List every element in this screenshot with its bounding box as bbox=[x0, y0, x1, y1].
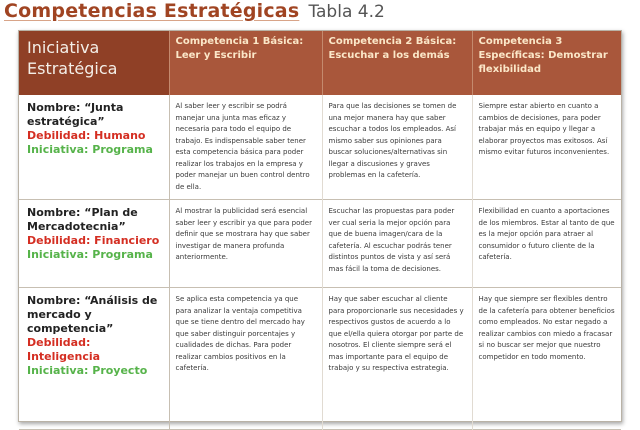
iniciativa-debilidad: Debilidad: Financiero bbox=[27, 234, 160, 247]
header-competencia-3: Competencia 3 Específicas: Demostrar flexibilidad bbox=[472, 31, 621, 95]
competencias-table bbox=[18, 30, 622, 422]
iniciativa-cell bbox=[19, 288, 169, 430]
table-cell: Al saber leer y escribir se podrá manejar una junta mas eficaz y necesaria para todo el equipo de trabajo. Es indispensable saber tener esta competencia básica para poder realizar los trabajos en la empresa y poder manejar un buen control dentro de ella. bbox=[175, 102, 310, 191]
iniciativa-cell bbox=[19, 200, 169, 288]
iniciativa-tipo: Iniciativa: Proyecto bbox=[27, 364, 148, 377]
table-cell: Escuchar las propuestas para poder ver cual seria la mejor opción para que de buena imagen/cara de la cafetería. Al escuchar podrás tener distintos puntos de vista y así será mas fácil la toma de decisiones. bbox=[322, 200, 472, 288]
iniciativa-nombre: Nombre: “Junta estratégica” bbox=[27, 101, 124, 128]
iniciativa-debilidad: Debilidad: Inteligencia bbox=[27, 336, 101, 363]
table-row bbox=[19, 200, 621, 288]
table-cell: Hay que siempre ser flexibles dentro de la cafetería para obtener beneficios como empleados. No estar negado a realizar cambios con miedo a fracasar si no buscar ser mejor que nuestro competidor en todo momento. bbox=[472, 288, 621, 430]
table-header-row bbox=[19, 31, 621, 95]
table-cell: Siempre estar abierto en cuanto a cambios de decisiones, para poder trabajar más en equipo y llegar a elaborar proyectos mas exitosos. Así mismo evitar futuros inconvenientes. bbox=[472, 95, 621, 200]
title-main: Competencias Estratégicas bbox=[4, 0, 300, 22]
iniciativa-debilidad: Debilidad: Humano bbox=[27, 129, 146, 142]
page-title bbox=[4, 0, 640, 26]
iniciativa-nombre: Nombre: “Análisis de mercado y competencia” bbox=[27, 294, 158, 335]
title-table-number: Tabla 4.2 bbox=[308, 2, 385, 22]
iniciativa-nombre: Nombre: “Plan de Mercadotecnia” bbox=[27, 206, 138, 233]
header-competencia-2: Competencia 2 Básica: Escuchar a los demás bbox=[322, 31, 472, 95]
header-iniciativa: Iniciativa Estratégica bbox=[19, 31, 169, 95]
table-cell: Para que las decisiones se tomen de una mejor manera hay que saber escuchar a todos los empleados. Así mismo saber sus opiniones para buscar soluciones/alternativas sin llegar a discusiones y graves problemas en la cafetería. bbox=[322, 95, 472, 200]
table-cell: Hay que saber escuchar al cliente para proporcionarle sus necesidades y respectivos gustos de acuerdo a lo que el/ella quiera otorgar por parte de nosotros. El cliente siempre será el mas importante para el equipo de trabajo y su respectiva estrategia. bbox=[322, 288, 472, 430]
iniciativa-tipo: Iniciativa: Programa bbox=[27, 143, 153, 156]
iniciativa-tipo: Iniciativa: Programa bbox=[27, 248, 153, 261]
header-competencia-1: Competencia 1 Básica: Leer y Escribir bbox=[169, 31, 322, 95]
table-row bbox=[19, 95, 621, 200]
table-cell: Flexibilidad en cuanto a aportaciones de los miembros. Estar al tanto de que es la mejor opción para atraer al consumidor o futuro cliente de la cafetería. bbox=[472, 200, 621, 288]
table-cell: Se aplica esta competencia ya que para analizar la ventaja competitiva que se tiene dentro del mercado hay que saber distinguir porcentajes y cualidades de dichas. Para poder realizar cambios positivos en la cafetería. bbox=[175, 295, 305, 372]
iniciativa-cell bbox=[19, 95, 169, 200]
table-cell: Al mostrar la publicidad será esencial saber leer y escribir ya que para poder definir que se mostrara hay que saber investigar de manera profunda anteriormente. bbox=[175, 207, 312, 261]
table-row bbox=[19, 288, 621, 430]
